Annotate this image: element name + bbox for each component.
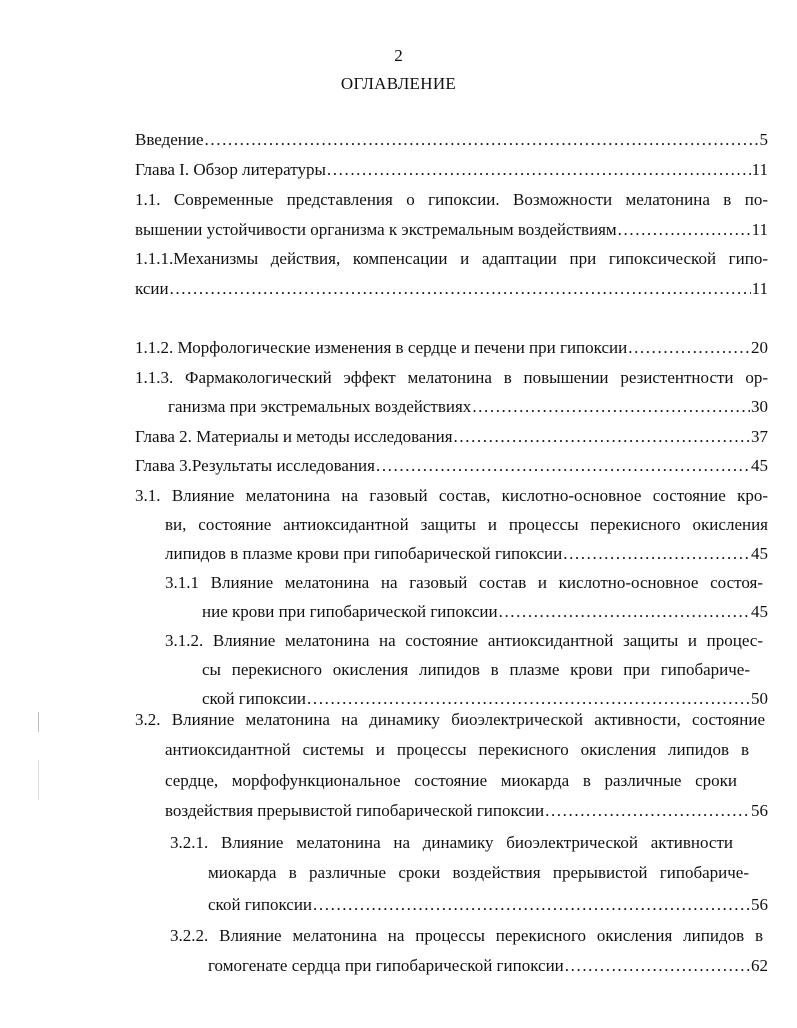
toc-page-number: 11 — [751, 220, 768, 239]
toc-entry-3-2-line[interactable]: антиоксидантной системы и процессы перекисного окисления липидов в — [165, 740, 749, 759]
toc-page-number: 50 — [751, 689, 768, 708]
dot-leader — [307, 689, 750, 709]
toc-entry-3-2-2-line[interactable]: 3.2.2. Влияние мелатонина на процессы перекисного окисления липидов в — [170, 926, 763, 945]
toc-entry-1-1-1[interactable] — [135, 279, 768, 299]
dot-leader — [327, 160, 751, 180]
toc-entry-1-1-2[interactable] — [135, 338, 768, 358]
toc-entry-text: ние крови при гипобарической гипоксии — [202, 602, 498, 621]
dot-leader — [472, 397, 750, 417]
toc-page-number: 30 — [751, 397, 768, 416]
toc-entry-text: ксии — [135, 279, 169, 298]
toc-entry-3-1-1[interactable] — [202, 602, 768, 622]
toc-entry-chapter-3[interactable] — [135, 456, 768, 476]
dot-leader — [205, 130, 759, 150]
toc-page-number: 62 — [751, 956, 768, 975]
dot-leader — [313, 895, 750, 915]
toc-entry-3-1-line[interactable]: ви, состояние антиоксидантной защиты и процессы перекисного окисления — [165, 515, 768, 534]
toc-entry-introduction[interactable] — [135, 130, 768, 150]
toc-entry-3-2[interactable] — [165, 801, 768, 821]
toc-page-number: 56 — [751, 801, 768, 820]
dot-leader — [454, 427, 750, 447]
toc-entry-chapter-2[interactable] — [135, 427, 768, 447]
toc-entry-3-1-2-line[interactable]: 3.1.2. Влияние мелатонина на состояние антиоксидантной защиты и процес- — [165, 631, 763, 650]
toc-entry-3-2-1-line[interactable]: миокарда в различные сроки воздействия прерывистой гипобариче- — [208, 863, 749, 882]
page-number: 2 — [394, 46, 403, 65]
toc-entry-3-1-2[interactable] — [202, 689, 768, 709]
toc-entry-text: липидов в плазме крови при гипобарической гипоксии — [165, 544, 563, 563]
dot-leader — [628, 338, 750, 358]
toc-page-number: 45 — [751, 602, 768, 621]
page-title: ОГЛАВЛЕНИЕ — [340, 74, 457, 93]
toc-page-number: 5 — [759, 130, 768, 149]
toc-entry-text: ской гипоксии — [202, 689, 307, 708]
scan-artifact — [38, 712, 39, 732]
toc-entry-text: воздействия прерывистой гипобарической гипоксии — [165, 801, 545, 820]
toc-entry-3-2-1-line[interactable]: 3.2.1. Влияние мелатонина на динамику биоэлектрической активности — [170, 833, 733, 852]
toc-entry-text: Глава 3.Результаты исследования — [135, 456, 375, 475]
toc-entry-chapter-1[interactable] — [135, 160, 768, 180]
dot-leader — [170, 279, 751, 299]
toc-entry-3-1-1-line[interactable]: 3.1.1 Влияние мелатонина на газовый состав и кислотно-основное состоя- — [165, 573, 763, 592]
toc-entry-3-2-line[interactable]: сердце, морфофункциональное состояние миокарда в различные сроки — [165, 771, 737, 790]
toc-entry-3-2-line[interactable]: 3.2. Влияние мелатонина на динамику биоэлектрической активности, состояние — [135, 710, 765, 729]
dot-leader — [563, 544, 750, 564]
toc-entry-3-2-2[interactable] — [208, 956, 768, 976]
toc-page-number: 45 — [751, 456, 768, 475]
dot-leader — [618, 220, 751, 240]
toc-entry-3-1-line[interactable]: 3.1. Влияние мелатонина на газовый состав, кислотно-основное состояние кро- — [135, 486, 768, 505]
toc-entry-3-2-1[interactable] — [208, 895, 768, 915]
toc-entry-1-1-1-line[interactable]: 1.1.1.Механизмы действия, компенсации и адаптации при гипоксической гипо- — [135, 249, 768, 268]
toc-entry-3-1[interactable] — [165, 544, 768, 564]
toc-entry-1-1-line[interactable]: 1.1. Современные представления о гипоксии. Возможности мелатонина в по- — [135, 190, 768, 209]
toc-entry-text: ганизма при экстремальных воздействиях — [168, 397, 472, 416]
toc-entry-text: ской гипоксии — [208, 895, 313, 914]
toc-page-number: 11 — [751, 160, 768, 179]
toc-entry-text: Глава I. Обзор литературы — [135, 160, 326, 179]
toc-entry-text: Глава 2. Материалы и методы исследования — [135, 427, 453, 446]
toc-page-number: 56 — [751, 895, 768, 914]
scan-artifact — [38, 760, 39, 800]
toc-page-number: 11 — [751, 279, 768, 298]
toc-entry-1-1-3[interactable] — [168, 397, 768, 417]
dot-leader — [565, 956, 750, 976]
toc-page-number: 45 — [751, 544, 768, 563]
toc-page-number: 37 — [751, 427, 768, 446]
dot-leader — [376, 456, 750, 476]
toc-entry-text: гомогенате сердца при гипобарической гипоксии — [208, 956, 564, 975]
toc-page-number: 20 — [751, 338, 768, 357]
dot-leader — [545, 801, 750, 821]
toc-entry-text: Введение — [135, 130, 204, 149]
toc-entry-text: 1.1.2. Морфологические изменения в сердце и печени при гипоксии — [135, 338, 628, 357]
dot-leader — [499, 602, 750, 622]
toc-entry-1-1[interactable] — [135, 220, 768, 240]
toc-entry-3-1-2-line[interactable]: сы перекисного окисления липидов в плазме крови при гипобариче- — [202, 660, 750, 679]
toc-entry-text: вышении устойчивости организма к экстремальным воздействиям — [135, 220, 617, 239]
toc-entry-1-1-3-line[interactable]: 1.1.3. Фармакологический эффект мелатонина в повышении резистентности ор- — [135, 368, 768, 387]
